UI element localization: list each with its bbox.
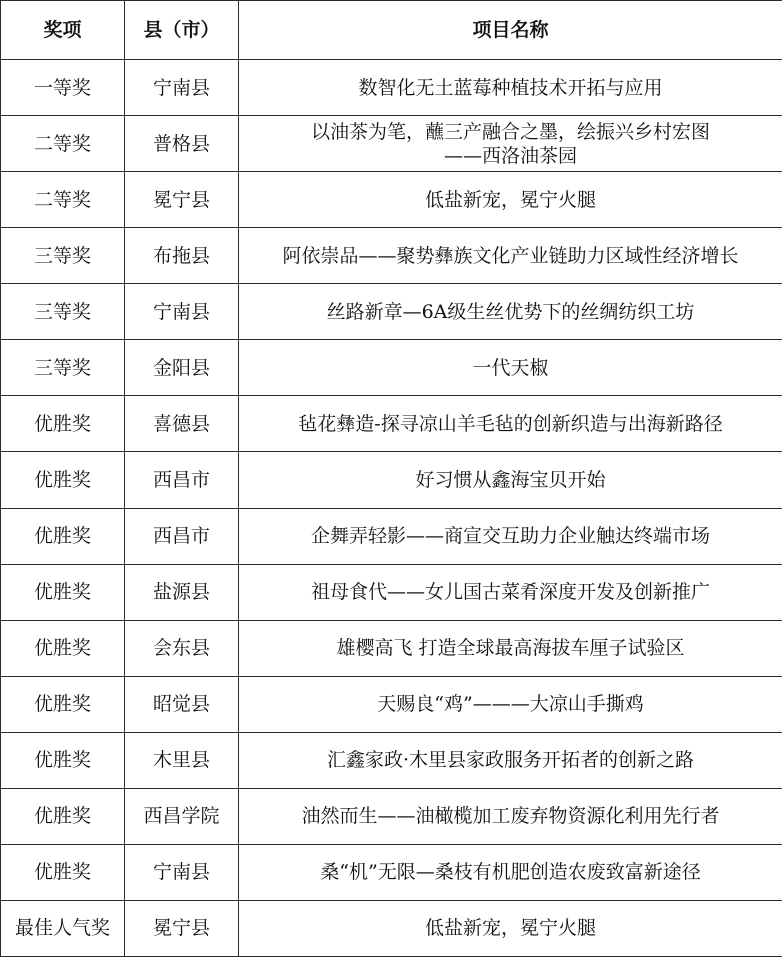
project-cell — [239, 228, 782, 284]
project-line: 低盐新宠，冕宁火腿 — [424, 917, 596, 940]
project-line: 低盐新宠，冕宁火腿 — [424, 188, 596, 211]
county-cell: 布拖县 — [125, 228, 239, 284]
project-line: ——西洛油茶园 — [443, 144, 577, 167]
county-cell: 金阳县 — [125, 340, 239, 396]
project-cell — [239, 788, 782, 844]
project-cell — [239, 116, 782, 172]
table-row — [1, 620, 782, 676]
award-cell: 最佳人气奖 — [1, 900, 125, 956]
county-cell: 冕宁县 — [125, 900, 239, 956]
project-cell — [239, 396, 782, 452]
table-row — [1, 564, 782, 620]
award-cell: 优胜奖 — [1, 508, 125, 564]
table-row — [1, 284, 782, 340]
county-cell: 西昌市 — [125, 452, 239, 508]
project-cell — [239, 732, 782, 788]
table-row — [1, 172, 782, 228]
table-row — [1, 508, 782, 564]
project-cell — [239, 284, 782, 340]
award-cell: 优胜奖 — [1, 732, 125, 788]
header-award: 奖项 — [1, 1, 125, 60]
award-cell: 优胜奖 — [1, 452, 125, 508]
project-cell — [239, 452, 782, 508]
project-cell — [239, 844, 782, 900]
project-cell — [239, 676, 782, 732]
county-cell: 冕宁县 — [125, 172, 239, 228]
project-line: 好习惯从鑫海宝贝开始 — [415, 468, 606, 491]
award-cell: 优胜奖 — [1, 396, 125, 452]
project-line: 祖母食代——女儿国古菜肴深度开发及创新推广 — [310, 581, 710, 604]
project-line: 一代天椒 — [472, 356, 549, 379]
table-row — [1, 788, 782, 844]
header-row — [1, 1, 782, 60]
project-line: 阿依崇品——聚势彝族文化产业链助力区域性经济增长 — [282, 244, 739, 267]
award-cell: 三等奖 — [1, 228, 125, 284]
project-cell — [239, 340, 782, 396]
project-line: 企舞弄轻影——商宣交互助力企业触达终端市场 — [310, 525, 710, 548]
award-cell: 优胜奖 — [1, 676, 125, 732]
county-cell: 木里县 — [125, 732, 239, 788]
project-line: 毡花彝造-探寻凉山羊毛毡的创新织造与出海新路径 — [298, 412, 723, 435]
table-row — [1, 228, 782, 284]
table-row — [1, 732, 782, 788]
table-row — [1, 396, 782, 452]
project-cell — [239, 172, 782, 228]
award-cell: 三等奖 — [1, 340, 125, 396]
county-cell: 昭觉县 — [125, 676, 239, 732]
county-cell: 会东县 — [125, 620, 239, 676]
project-line: 桑“机”无限—桑枝有机肥创造农废致富新途径 — [320, 861, 701, 884]
award-cell: 二等奖 — [1, 172, 125, 228]
table-row — [1, 676, 782, 732]
project-cell — [239, 620, 782, 676]
project-cell — [239, 900, 782, 956]
county-cell: 普格县 — [125, 116, 239, 172]
table-row — [1, 116, 782, 172]
project-cell — [239, 564, 782, 620]
table-row — [1, 844, 782, 900]
county-cell: 西昌学院 — [125, 788, 239, 844]
county-cell: 喜德县 — [125, 396, 239, 452]
award-cell: 三等奖 — [1, 284, 125, 340]
project-cell — [239, 60, 782, 116]
award-cell: 一等奖 — [1, 60, 125, 116]
county-cell: 宁南县 — [125, 60, 239, 116]
header-county: 县（市） — [125, 1, 239, 60]
county-cell: 宁南县 — [125, 284, 239, 340]
table-row — [1, 900, 782, 956]
project-line: 油然而生——油橄榄加工废弃物资源化利用先行者 — [301, 805, 720, 828]
project-line: 雄樱高飞 打造全球最高海拔车厘子试验区 — [336, 637, 685, 660]
award-cell: 二等奖 — [1, 116, 125, 172]
table-row — [1, 60, 782, 116]
project-cell — [239, 508, 782, 564]
county-cell: 盐源县 — [125, 564, 239, 620]
award-cell: 优胜奖 — [1, 620, 125, 676]
table-row — [1, 340, 782, 396]
project-line: 汇鑫家政·木里县家政服务开拓者的创新之路 — [326, 749, 695, 772]
table-row — [1, 452, 782, 508]
award-cell: 优胜奖 — [1, 564, 125, 620]
project-line: 以油茶为笔，蘸三产融合之墨，绘振兴乡村宏图 — [310, 120, 710, 143]
county-cell: 宁南县 — [125, 844, 239, 900]
county-cell: 西昌市 — [125, 508, 239, 564]
header-project: 项目名称 — [239, 1, 782, 60]
project-line: 数智化无土蓝莓种植技术开拓与应用 — [358, 76, 663, 99]
award-cell: 优胜奖 — [1, 788, 125, 844]
project-line: 天赐良“鸡”———大凉山手撕鸡 — [377, 693, 644, 716]
project-line: 丝路新章—6A级生丝优势下的丝绸纺织工坊 — [326, 300, 695, 323]
award-cell: 优胜奖 — [1, 844, 125, 900]
